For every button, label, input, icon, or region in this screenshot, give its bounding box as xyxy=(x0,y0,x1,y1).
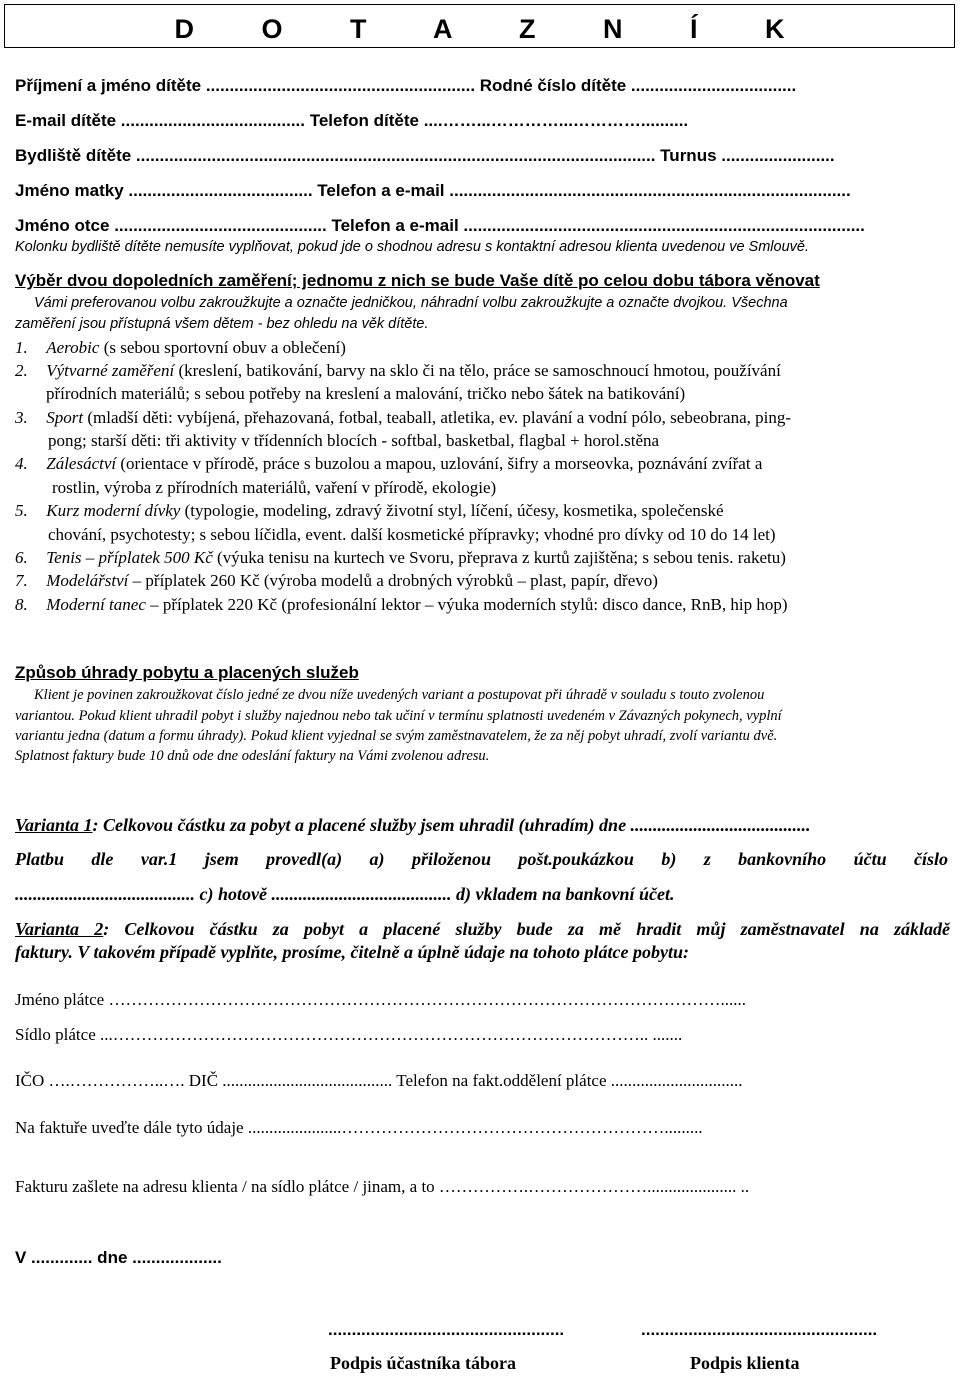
list-item[interactable] xyxy=(15,501,724,521)
place-date-field[interactable]: V ............. dne ................... xyxy=(15,1248,222,1267)
item-name: Tenis – příplatek 500 Kč xyxy=(46,548,213,567)
item-number: 5. xyxy=(15,501,28,520)
item-name: Zálesáctví xyxy=(46,454,117,473)
payment-text-line2: variantou. Pokud klient uhradil pobyt i služby najednou nebo tak učiní v termínu splatnosti uvedeném v Závazných pokynech, vyplní xyxy=(15,708,782,724)
list-item[interactable] xyxy=(15,338,346,358)
focus-intro-line1: Vámi preferovanou volbu zakroužkujte a označte jedničkou, náhradní volbu zakroužkujte a označte dvojkou. Všechna xyxy=(34,295,788,311)
participant-signature-label: Podpis účastníka tábora xyxy=(330,1353,517,1373)
payment-heading: Způsob úhrady pobytu a placených služeb xyxy=(15,663,359,682)
variant2-line2: faktury. V takovém případě vyplňte, prosíme, čitelně a úplně údaje na tohoto plátce pobytu: xyxy=(15,942,689,962)
variant2-text: : Celkovou částku za pobyt a placené služby bude za mě hradit můj zaměstnavatel na základě xyxy=(103,919,950,939)
payer-ico-field[interactable]: IČO ….……………..…. DIČ ........................................ Telefon na fakt.oddělení plátce ............................... xyxy=(15,1071,743,1090)
variant2-label: Varianta 2 xyxy=(15,919,104,939)
list-item[interactable] xyxy=(15,408,791,428)
mother-line[interactable]: Jméno matky ....................................... Telefon a e-mail ..................................................................................... xyxy=(15,181,851,200)
item-number: 8. xyxy=(15,595,28,614)
child-email-line[interactable]: E-mail dítěte ....................................... Telefon dítěte ....……...…………...………….......... xyxy=(15,111,689,130)
page-title: D O T A Z N Í K xyxy=(174,14,815,44)
focus-heading: Výběr dvou dopoledních zaměření; jednomu z nich se bude Vaše dítě po celou dobu tábora věnovat xyxy=(15,271,820,290)
variant1-label: Varianta 1 xyxy=(15,815,93,835)
item-name: Aerobic xyxy=(46,338,100,357)
client-signature-line[interactable]: .................................................. xyxy=(641,1320,878,1339)
child-residence-line[interactable]: Bydliště dítěte .............................................................................................................. Turnus ........................ xyxy=(15,146,835,165)
item-name: Výtvarné zaměření xyxy=(46,361,175,380)
item-description: – příplatek 220 Kč (profesionální lektor – výuka moderních stylů: disco dance, RnB, hip hop) xyxy=(145,595,788,614)
item-number: 1. xyxy=(15,338,28,357)
participant-signature-line[interactable]: .................................................. xyxy=(328,1320,565,1339)
list-item[interactable] xyxy=(15,595,787,615)
item-number: 4. xyxy=(15,454,28,473)
payer-name-field[interactable]: Jméno plátce ………………………………………………………………………………………………...... xyxy=(15,990,746,1009)
item-number: 3. xyxy=(15,408,28,427)
payer-seat-field[interactable]: Sídlo plátce ...………………………………………………………………………………….. ....... xyxy=(15,1025,683,1044)
list-item[interactable] xyxy=(15,548,786,568)
item-description: – příplatek 260 Kč (výroba modelů a drobných výrobků – plast, papír, dřevo) xyxy=(128,571,658,590)
item-description: (typologie, modeling, zdravý životní styl, líčení, účesy, kosmetika, společenské xyxy=(180,501,724,520)
item-number: 2. xyxy=(15,361,28,380)
list-item[interactable] xyxy=(15,571,658,591)
item-number: 7. xyxy=(15,571,28,590)
invoice-send-field[interactable]: Fakturu zašlete na adresu klienta / na sídlo plátce / jinam, a to …………….…………………..................... .. xyxy=(15,1177,750,1196)
payment-text-line1: Klient je povinen zakroužkovat číslo jedné ze dvou níže uvedených variant a postupovat při úhradě v souladu s touto zvolenou xyxy=(34,687,765,703)
residence-note: Kolonku bydliště dítěte nemusíte vyplňovat, pokud jde o shodnou adresu s kontaktní adresou klienta uvedenou ve Smlouvě. xyxy=(15,239,809,255)
payment-text-line3: variantu jedna (datum a formu úhrady). Pokud klient vyjednal se svým zaměstnavatelem, že za něj pobyt uhradí, zvolí variantu dvě. xyxy=(15,728,778,744)
item-description-cont: chování, psychotesty; s sebou líčidla, event. další kosmetické přípravky; vhodné pro dívky od 10 do 14 let) xyxy=(48,525,776,544)
list-item[interactable] xyxy=(15,361,781,381)
variant1-text: : Celkovou částku za pobyt a placené služby jsem uhradil (uhradím) dne ........................................ xyxy=(92,815,811,835)
item-name: Kurz moderní dívky xyxy=(46,501,181,520)
item-description-cont: přírodních materiálů; s sebou potřeby na kreslení a malování, tričko nebo šátek na batikování) xyxy=(46,384,686,403)
focus-intro-line2: zaměření jsou přístupná všem dětem - bez ohledu na věk dítěte. xyxy=(15,316,429,332)
item-name: Moderní tanec xyxy=(46,595,146,614)
item-description: (mladší děti: vybíjená, přehazovaná, fotbal, teaball, atletika, ev. plavání a vodní pólo, sebeobrana, ping- xyxy=(83,408,792,427)
father-line[interactable]: Jméno otce ............................................. Telefon a e-mail ..................................................................................... xyxy=(15,216,865,235)
item-number: 6. xyxy=(15,548,28,567)
item-name: Sport xyxy=(46,408,84,427)
payment-text-line4: Splatnost faktury bude 10 dnů ode dne odeslání faktury na Vámi zvolenou adresu. xyxy=(15,748,490,764)
title-box xyxy=(4,4,955,48)
client-signature-label: Podpis klienta xyxy=(690,1353,800,1373)
item-description-cont: pong; starší děti: tři aktivity v třídenních blocích - softbal, basketbal, flagbal + horol.stěna xyxy=(48,431,660,450)
item-description: (výuka tenisu na kurtech ve Svoru, přeprava z kurtů zajištěna; s sebou tenis. raketu) xyxy=(212,548,786,567)
item-description: (kreslení, batikování, barvy na sklo či na tělo, práce se samoschnoucí hmotou, používání xyxy=(174,361,781,380)
item-description: (s sebou sportovní obuv a oblečení) xyxy=(99,338,346,357)
list-item[interactable] xyxy=(15,454,762,474)
variant1-line2: Platbu dle var.1 jsem provedl(a) a) přiloženou pošt.poukázkou b) z bankovního účtu číslo xyxy=(15,849,948,869)
item-name: Modelářství xyxy=(46,571,129,590)
child-name-line[interactable]: Příjmení a jméno dítěte ......................................................... Rodné číslo dítěte ................................... xyxy=(15,76,797,95)
item-description: (orientace v přírodě, práce s buzolou a mapou, uzlování, šifry a morseovka, poznávání zvířat a xyxy=(116,454,763,473)
variant2-line[interactable] xyxy=(15,919,950,940)
item-description-cont: rostlin, výroba z přírodních materiálů, vaření v přírodě, ekologie) xyxy=(52,478,497,497)
variant1-line[interactable] xyxy=(15,815,811,836)
variant1-line3[interactable]: ........................................ c) hotově ........................................ d) vkladem na bankovní účet. xyxy=(15,884,675,904)
invoice-note-field[interactable]: Na faktuře uveďte dále tyto údaje ......................…………………………………………………......... xyxy=(15,1118,703,1137)
